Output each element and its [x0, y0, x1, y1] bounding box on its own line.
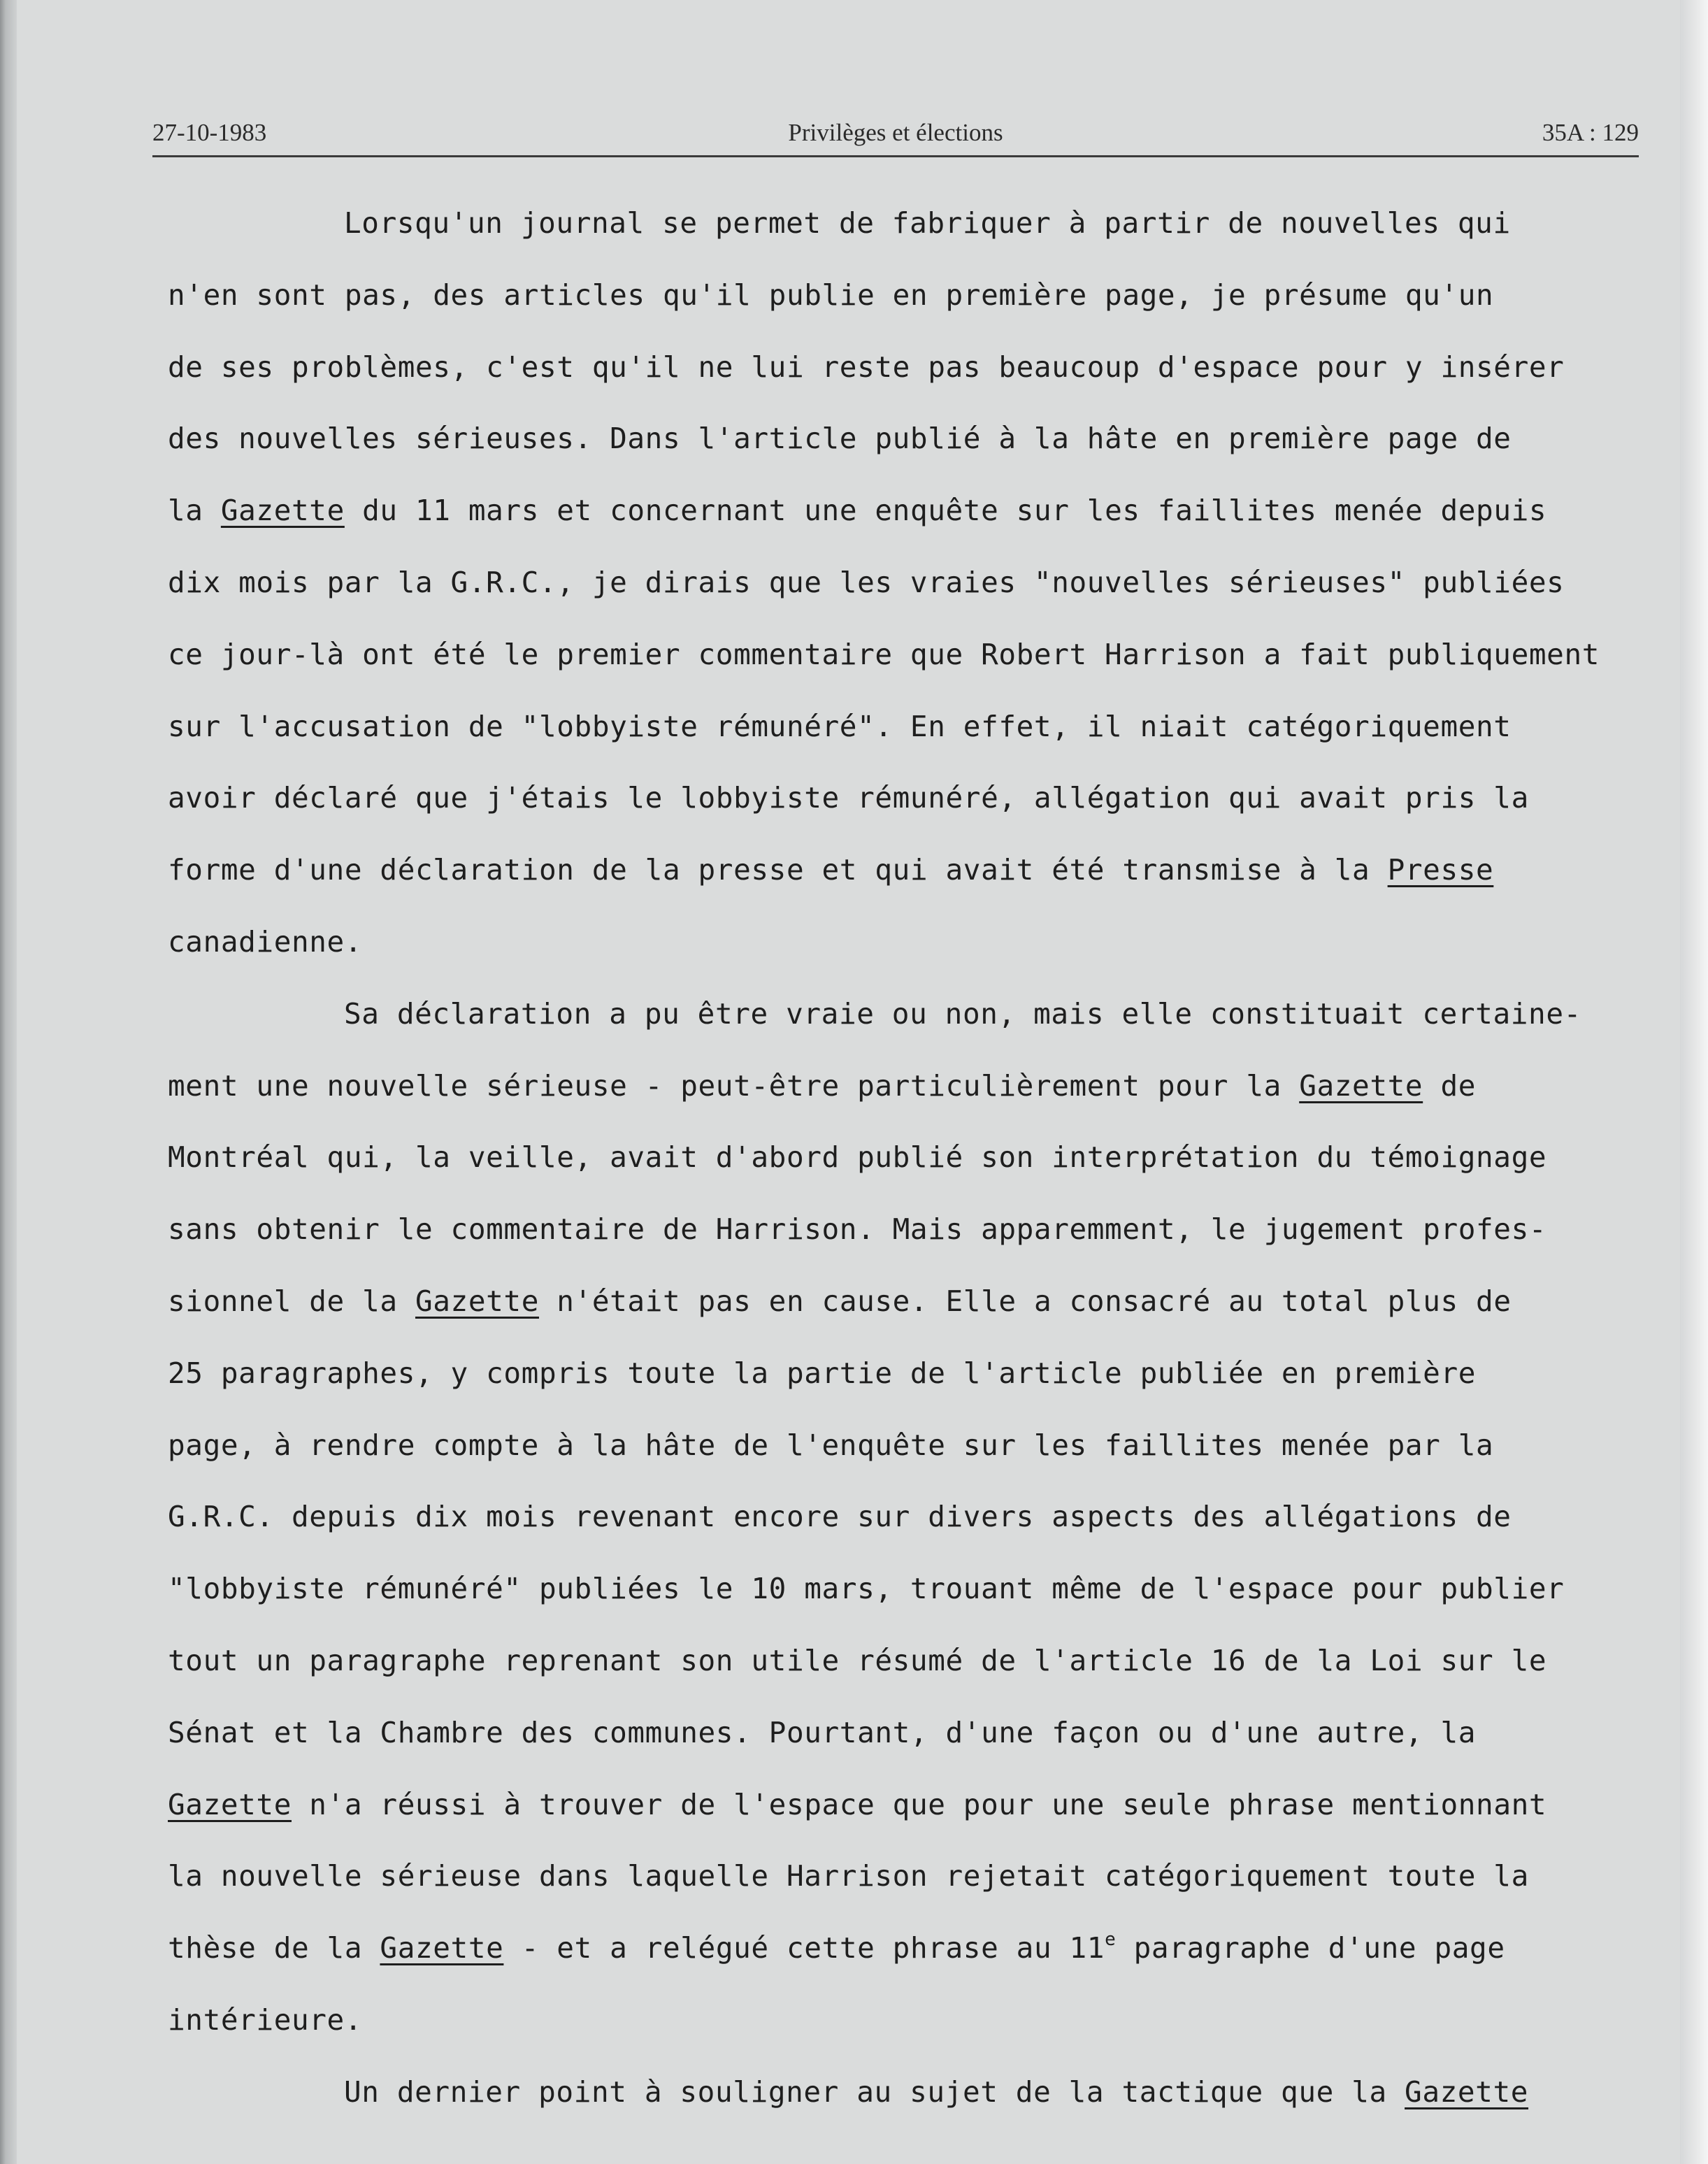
text-line: "lobbyiste rémunéré" publiées le 10 mars, trouant même de l'espace pour publier	[168, 1572, 1565, 1606]
text-line: Montréal qui, la veille, avait d'abord publié son interprétation du témoignage	[168, 1140, 1547, 1175]
text-line: Un dernier point à souligner au sujet de la tactique que la Gazette	[344, 2075, 1529, 2109]
text-line: page, à rendre compte à la hâte de l'enquête sur les faillites menée par la	[168, 1428, 1494, 1462]
text-line: Sa déclaration a pu être vraie ou non, mais elle constituait certaine-	[344, 996, 1581, 1031]
text-line: canadienne.	[168, 924, 363, 959]
text-line: la Gazette du 11 mars et concernant une enquête sur les faillites menée depuis	[168, 494, 1547, 528]
text-line: sans obtenir le commentaire de Harrison. Mais apparemment, le jugement profes-	[168, 1212, 1547, 1247]
header-page-number: 35A : 129	[1542, 119, 1639, 146]
underlined-title: Gazette	[1299, 1068, 1423, 1103]
paragraph-1	[168, 187, 1643, 978]
underlined-title: Gazette	[380, 1931, 504, 1965]
text-line: sur l'accusation de "lobbyiste rémunéré". En effet, il niait catégoriquement	[168, 709, 1512, 743]
text-line: 25 paragraphes, y compris toute la partie de l'article publiée en première	[168, 1356, 1477, 1390]
text-line: sionnel de la Gazette n'était pas en cause. Elle a consacré au total plus de	[168, 1284, 1512, 1318]
text-line: dix mois par la G.R.C., je dirais que les vraies "nouvelles sérieuses" publiées	[168, 565, 1565, 599]
text-line: forme d'une déclaration de la presse et qui avait été transmise à la Presse	[168, 853, 1494, 887]
running-header	[152, 119, 1639, 154]
text-line: tout un paragraphe reprenant son utile résumé de l'article 16 de la Loi sur le	[168, 1643, 1547, 1677]
text-line: G.R.C. depuis dix mois revenant encore sur divers aspects des allégations de	[168, 1500, 1512, 1534]
text-line: Gazette n'a réussi à trouver de l'espace que pour une seule phrase mentionnant	[168, 1787, 1547, 1821]
header-date: 27-10-1983	[152, 119, 267, 146]
underlined-title: Gazette	[220, 494, 345, 528]
header-title: Privilèges et élections	[788, 119, 1003, 146]
text-line: Sénat et la Chambre des communes. Pourtant, d'une façon ou d'une autre, la	[168, 1715, 1477, 1749]
paragraph-3	[168, 2056, 1643, 2128]
text-line: de ses problèmes, c'est qu'il ne lui reste pas beaucoup d'espace pour y insérer	[168, 350, 1565, 384]
superscript: e	[1105, 1929, 1117, 1951]
text-line: ment une nouvelle sérieuse - peut-être particulièrement pour la Gazette de	[168, 1068, 1477, 1103]
paragraph-2	[168, 978, 1643, 2056]
scan-right-edge	[1680, 0, 1708, 2164]
document-body	[168, 187, 1643, 2128]
text-line: la nouvelle sérieuse dans laquelle Harrison rejetait catégoriquement toute la	[168, 1859, 1529, 1893]
underlined-title: Gazette	[415, 1284, 539, 1318]
header-rule	[152, 155, 1639, 157]
scan-left-edge	[0, 0, 17, 2164]
text-line: intérieure.	[168, 2002, 363, 2037]
underlined-title: Gazette	[168, 1787, 292, 1821]
text-line: ce jour-là ont été le premier commentaire que Robert Harrison a fait publiquement	[168, 637, 1600, 671]
text-line: n'en sont pas, des articles qu'il publie en première page, je présume qu'un	[168, 278, 1494, 312]
text-line: avoir déclaré que j'étais le lobbyiste rémunéré, allégation qui avait pris la	[168, 781, 1529, 815]
underlined-title: Presse	[1387, 853, 1494, 887]
text-line: Lorsqu'un journal se permet de fabriquer à partir de nouvelles qui	[344, 206, 1511, 240]
text-line: thèse de la Gazette - et a relégué cette phrase au 11e paragraphe d'une page	[168, 1929, 1505, 1965]
underlined-title: Gazette	[1405, 2075, 1529, 2109]
text-line: des nouvelles sérieuses. Dans l'article publié à la hâte en première page de	[168, 422, 1512, 456]
